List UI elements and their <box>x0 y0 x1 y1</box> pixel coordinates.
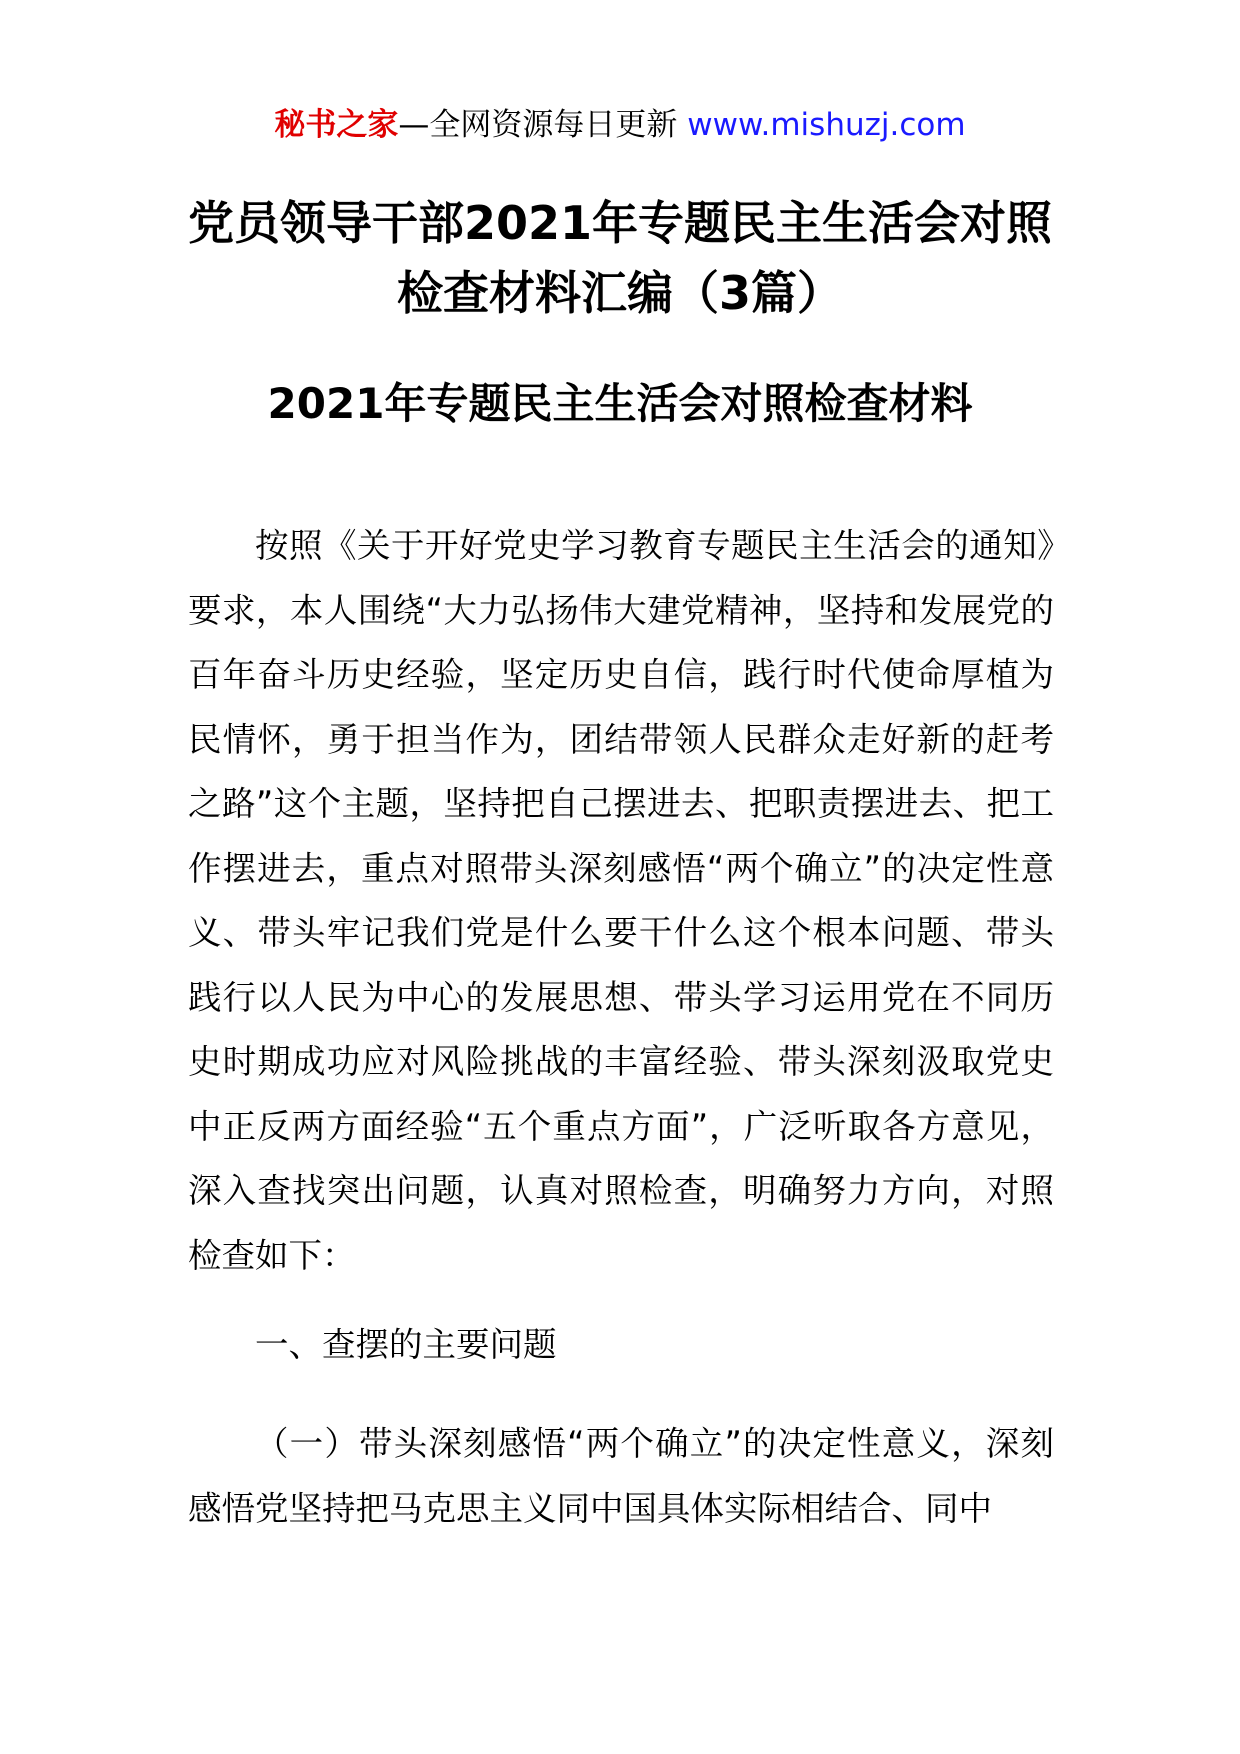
brand-name: 秘书之家 <box>274 107 399 143</box>
site-url-link[interactable]: www.mishuzj.com <box>687 107 966 143</box>
header-slogan: —全网资源每日更新 <box>398 107 688 143</box>
document-title: 党员领导干部2021年专题民主生活会对照检查材料汇编（3篇） <box>187 196 1053 320</box>
document-subtitle: 2021年专题民主生活会对照检查材料 <box>267 379 973 428</box>
site-header <box>0 98 1240 152</box>
body-paragraph: （一）带头深刻感悟“两个确立”的决定性意义，深刻感悟党坚持把马克思主义同中国具体实际相结合、同中 <box>188 1424 1054 1528</box>
section-heading: 一、查摆的主要问题 <box>255 1325 557 1364</box>
intro-paragraph: 按照《关于开好党史学习教育专题民主生活会的通知》要求，本人围绕“大力弘扬伟大建党精神，坚持和发展党的百年奋斗历史经验，坚定历史自信，践行时代使命厚植为民情怀，勇于担当作为，团结带领人民群众走好新的赶考之路”这个主题，坚持把自己摆进去、把职责摆进去、把工作摆进去，重点对照带头深刻感悟“两个确立”的决定性意义、带头牢记我们党是什么要干什么这个根本问题、带头践行以人民为中心的发展思想、带头学习运用党在不同历史时期成功应对风险挑战的丰富经验、带头深刻汲取党史中正反两方面经验“五个重点方面”，广泛听取各方意见，深入查找突出问题，认真对照检查，明确努力方向，对照检查如下： <box>188 526 1054 1275</box>
